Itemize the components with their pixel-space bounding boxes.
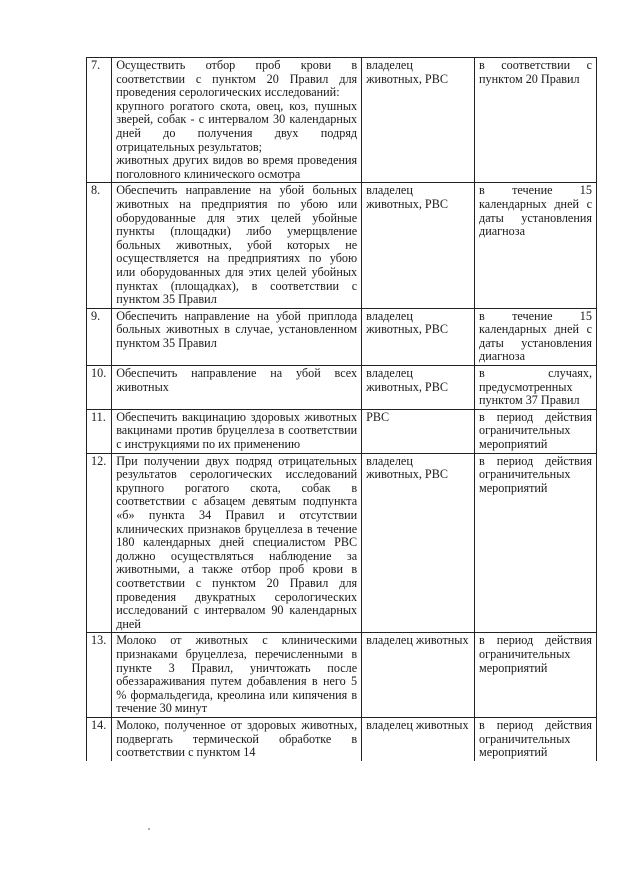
action-text: животных других видов во время проведения поголовного клинического осмотра	[116, 153, 358, 181]
deadline-cell: в соответствии с пунктом 20 Правил	[475, 58, 597, 183]
responsible-cell: владелец животных	[362, 633, 475, 718]
action-text: Осуществить отбор проб крови в соответствии с пунктом 20 Правил для проведения серологических исследований:	[116, 58, 358, 100]
table-row	[87, 717, 597, 760]
deadline-cell: в течение 15 календарных дней с даты установления диагноза	[475, 183, 597, 308]
row-number: 10.	[87, 366, 112, 410]
table-row	[87, 633, 597, 718]
action-cell	[112, 58, 362, 183]
deadline-cell: в период действия ограничительных мероприятий	[475, 453, 597, 633]
responsible-cell: РВС	[362, 409, 475, 453]
action-cell	[112, 633, 362, 718]
responsible-cell: владелец животных, РВС	[362, 453, 475, 633]
row-number: 7.	[87, 58, 112, 183]
action-cell	[112, 308, 362, 365]
deadline-cell: в случаях, предусмотренных пунктом 37 Правил	[475, 366, 597, 410]
row-number: 9.	[87, 308, 112, 365]
table-row	[87, 366, 597, 410]
row-number: 8.	[87, 183, 112, 308]
responsible-cell: владелец животных, РВС	[362, 308, 475, 365]
row-number: 13.	[87, 633, 112, 718]
action-cell	[112, 183, 362, 308]
responsible-cell: владелец животных, РВС	[362, 58, 475, 183]
action-cell	[112, 409, 362, 453]
row-number: 14.	[87, 717, 112, 760]
action-text: Обеспечить направление на убой всех животных	[116, 366, 358, 394]
table-row	[87, 409, 597, 453]
action-text: крупного рогатого скота, овец, коз, пушных зверей, собак - с интервалом 30 календарных дней до получения двух подряд отрицательных результатов;	[116, 98, 358, 154]
responsible-cell: владелец животных	[362, 717, 475, 760]
row-number: 11.	[87, 409, 112, 453]
action-cell	[112, 366, 362, 410]
action-cell	[112, 717, 362, 760]
table-row	[87, 58, 597, 183]
measures-table	[86, 57, 597, 761]
action-text: Обеспечить направление на убой приплода больных животных в случае, установленном пунктом 35 Правил	[116, 308, 358, 350]
deadline-cell: в течение 15 календарных дней с даты установления диагноза	[475, 308, 597, 365]
action-text: Обеспечить вакцинацию здоровых животных вакцинами против бруцеллеза в соответствии с инструкциями по их применению	[116, 409, 358, 452]
responsible-cell: владелец животных, РВС	[362, 183, 475, 308]
table-row	[87, 453, 597, 633]
action-text: Обеспечить направление на убой больных животных на предприятия по убою или оборудованные для этих целей убойные пункты (площадки) либо умерщвление больных животных, убой которых не осуществляется на предприятиях по убою или оборудованных для этих целей убойных пунктах (площадках), в соответствии с пунктом 35 Правил	[116, 183, 358, 307]
row-number: 12.	[87, 453, 112, 633]
deadline-cell: в период действия ограничительных мероприятий	[475, 717, 597, 760]
action-text: Молоко от животных с клиническими признаками бруцеллеза, перечисленными в пункте 3 Правил, уничтожать после обеззараживания путем добавления в него 5 % формальдегида, креолина или кипячения в течение 30 минут	[116, 633, 358, 716]
responsible-cell: владелец животных, РВС	[362, 366, 475, 410]
action-text: При получении двух подряд отрицательных результатов серологических исследований крупного рогатого скота, собак в соответствии с абзацем девятым подпункта «б» пункта 34 Правил и отсутствии клинических признаков бруцеллеза в течение 180 календарных дней специалистом РВС должно осуществляться наблюдение за животными, а также отбор проб крови в соответствии с пунктом 20 Правил для проведения двукратных серологических исследований с интервалом 90 календарных дней	[116, 453, 358, 631]
deadline-cell: в период действия ограничительных мероприятий	[475, 633, 597, 718]
scan-speck	[148, 828, 150, 830]
table-row	[87, 308, 597, 365]
deadline-cell: в период действия ограничительных мероприятий	[475, 409, 597, 453]
table-row	[87, 183, 597, 308]
action-cell	[112, 453, 362, 633]
action-text: Молоко, полученное от здоровых животных, подвергать термической обработке в соответствии с пунктом 14	[116, 717, 358, 760]
